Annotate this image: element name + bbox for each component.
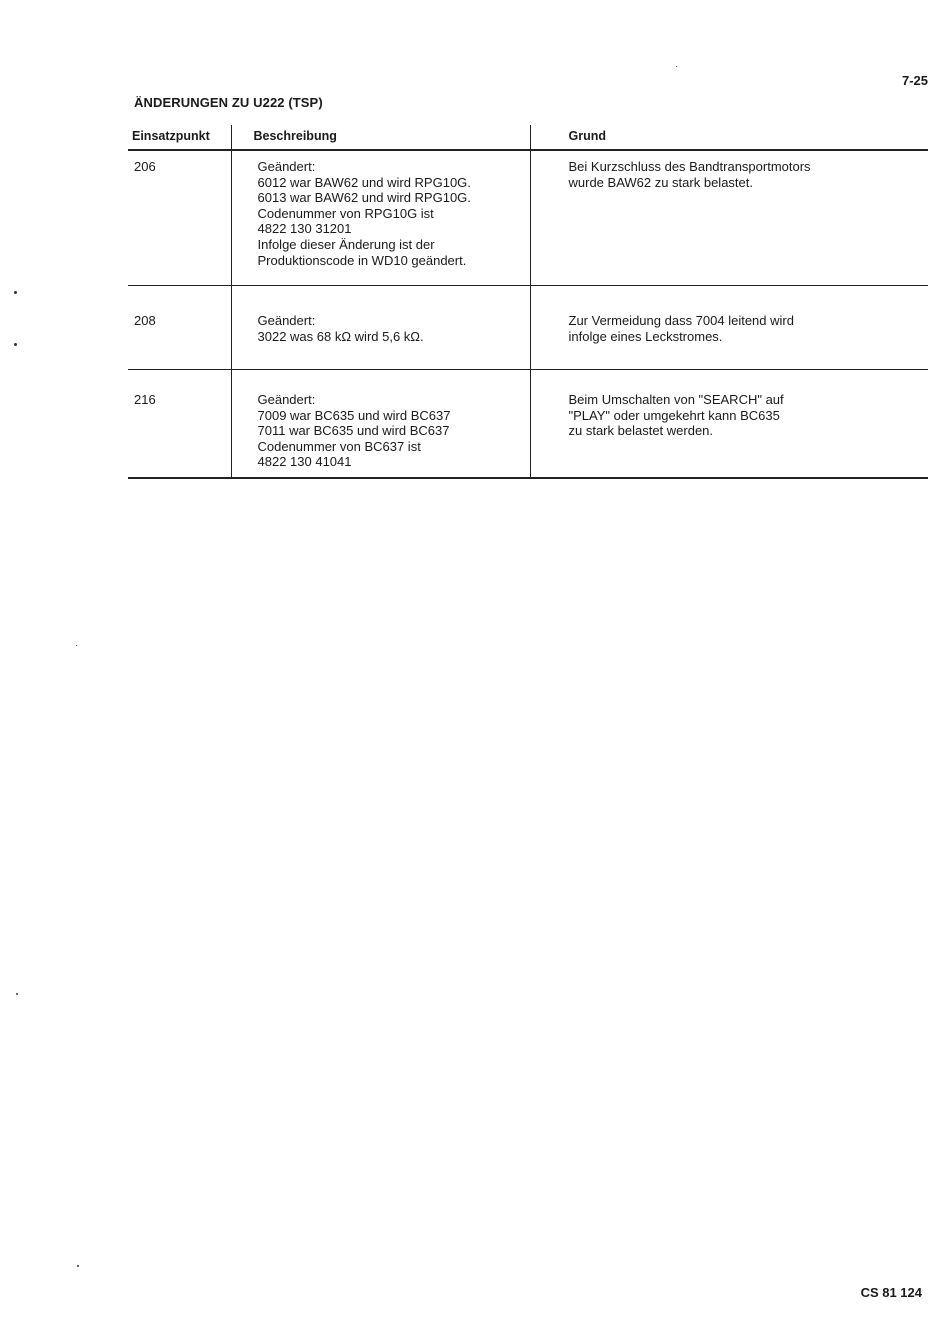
- description-line: Geändert:: [257, 159, 316, 174]
- description-line: 6012 war BAW62 und wird RPG10G.: [257, 174, 471, 190]
- table-row: [128, 286, 928, 370]
- document-title: ÄNDERUNGEN ZU U222 (TSP): [134, 95, 323, 110]
- description-line: Codenummer von BC637 ist: [257, 438, 421, 454]
- description-line: 4822 130 31201: [257, 221, 352, 237]
- column-header-reason: Grund: [530, 125, 928, 150]
- scan-speck: [14, 291, 17, 294]
- description-line: 6013 war BAW62 und wird RPG10G.: [257, 190, 471, 206]
- row-description: [231, 370, 530, 479]
- reason-line: Zur Vermeidung dass 7004 leitend wird: [568, 313, 794, 328]
- row-description: [231, 150, 530, 286]
- table-header-row: [128, 125, 928, 150]
- scan-speck: [16, 993, 18, 995]
- reason-line: wurde BAW62 zu stark belastet.: [568, 174, 753, 190]
- description-line: Produktionscode in WD10 geändert.: [257, 252, 467, 268]
- row-reason: [530, 370, 928, 479]
- table-row: [128, 150, 928, 286]
- description-line: Codenummer von RPG10G ist: [257, 205, 434, 221]
- scan-speck: [14, 343, 17, 346]
- reason-line: "PLAY" oder umgekehrt kann BC635: [568, 407, 780, 423]
- column-header-description: Beschreibung: [231, 125, 530, 150]
- scan-speck: [77, 1265, 79, 1267]
- row-reason: [530, 286, 928, 370]
- row-description: [231, 286, 530, 370]
- description-line: 7011 war BC635 und wird BC637: [257, 423, 450, 439]
- table-row: [128, 370, 928, 479]
- row-point: 216: [128, 370, 231, 479]
- scan-speck: [76, 645, 77, 646]
- description-line: Geändert:: [257, 392, 316, 407]
- changes-table: [128, 125, 928, 479]
- column-header-point: Einsatzpunkt: [128, 125, 231, 150]
- footer-code: CS 81 124: [860, 1285, 922, 1300]
- reason-line: Bei Kurzschluss des Bandtransportmotors: [568, 159, 811, 174]
- scan-speck: [676, 66, 677, 67]
- description-line: Geändert:: [257, 313, 316, 328]
- reason-line: infolge eines Leckstromes.: [568, 328, 723, 344]
- row-point: 208: [128, 286, 231, 370]
- reason-line: zu stark belastet werden.: [568, 423, 714, 439]
- description-line: 4822 130 41041: [257, 454, 352, 470]
- description-line: 7009 war BC635 und wird BC637: [257, 407, 451, 423]
- description-line: Infolge dieser Änderung ist der: [257, 236, 435, 252]
- row-point: 206: [128, 150, 231, 286]
- reason-line: Beim Umschalten von "SEARCH" auf: [568, 392, 784, 407]
- row-reason: [530, 150, 928, 286]
- description-line: 3022 was 68 kΩ wird 5,6 kΩ.: [257, 328, 424, 344]
- page-number: 7-25: [901, 73, 928, 88]
